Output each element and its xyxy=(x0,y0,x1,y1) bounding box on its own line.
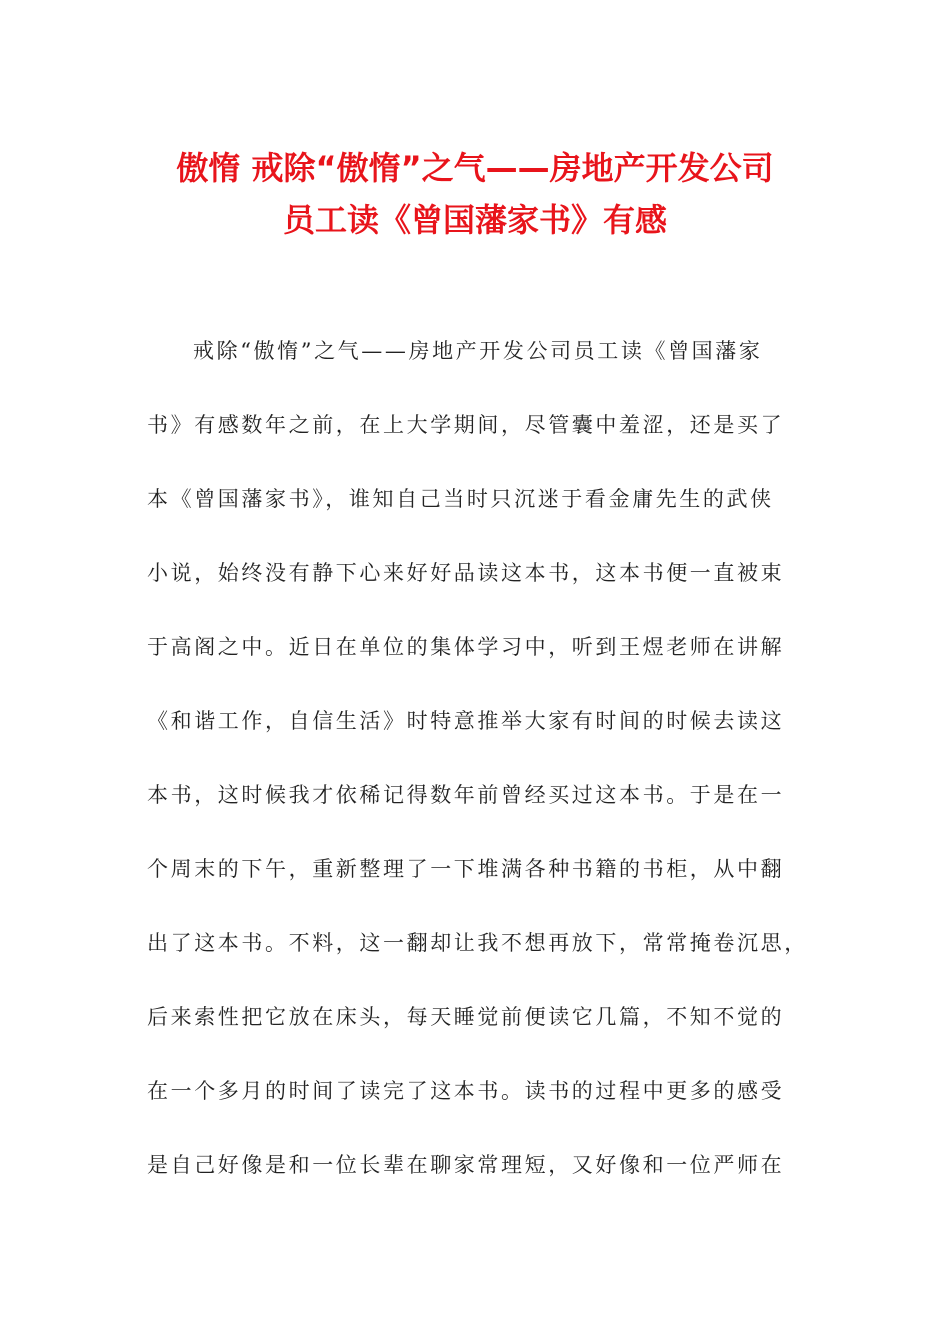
title-line-1: 傲惰 戒除“傲惰”之气——房地产开发公司 xyxy=(176,149,774,187)
body-line: 本书，这时候我才依稀记得数年前曾经买过这本书。于是在一 xyxy=(147,783,785,807)
document-title xyxy=(120,142,830,246)
body-line: 戒除“傲惰”之气——房地产开发公司员工读《曾国藩家 xyxy=(193,339,763,363)
body-line: 后来索性把它放在床头，每天睡觉前便读它几篇，不知不觉的 xyxy=(147,1005,785,1029)
body-line: 个周末的下午，重新整理了一下堆满各种书籍的书柜，从中翻 xyxy=(147,857,785,881)
body-line: 是自己好像是和一位长辈在聊家常理短，又好像和一位严师在 xyxy=(147,1153,785,1177)
body-line: 小说，始终没有静下心来好好品读这本书，这本书便一直被束 xyxy=(147,561,785,585)
body-line: 在一个多月的时间了读完了这本书。读书的过程中更多的感受 xyxy=(147,1079,785,1103)
body-line: 本《曾国藩家书》，谁知自己当时只沉迷于看金庸先生的武侠 xyxy=(147,487,774,511)
title-line-2: 员工读《曾国藩家书》有感 xyxy=(282,201,667,239)
body-line: 书》有感数年之前，在上大学期间，尽管囊中羞涩，还是买了 xyxy=(147,413,785,437)
document-body xyxy=(147,327,817,1215)
body-line: 出了这本书。不料，这一翻却让我不想再放下，常常掩卷沉思， xyxy=(147,931,808,955)
body-line: 《和谐工作，自信生活》时特意推举大家有时间的时候去读这 xyxy=(147,709,785,733)
body-line: 于高阁之中。近日在单位的集体学习中，听到王煜老师在讲解 xyxy=(147,635,785,659)
